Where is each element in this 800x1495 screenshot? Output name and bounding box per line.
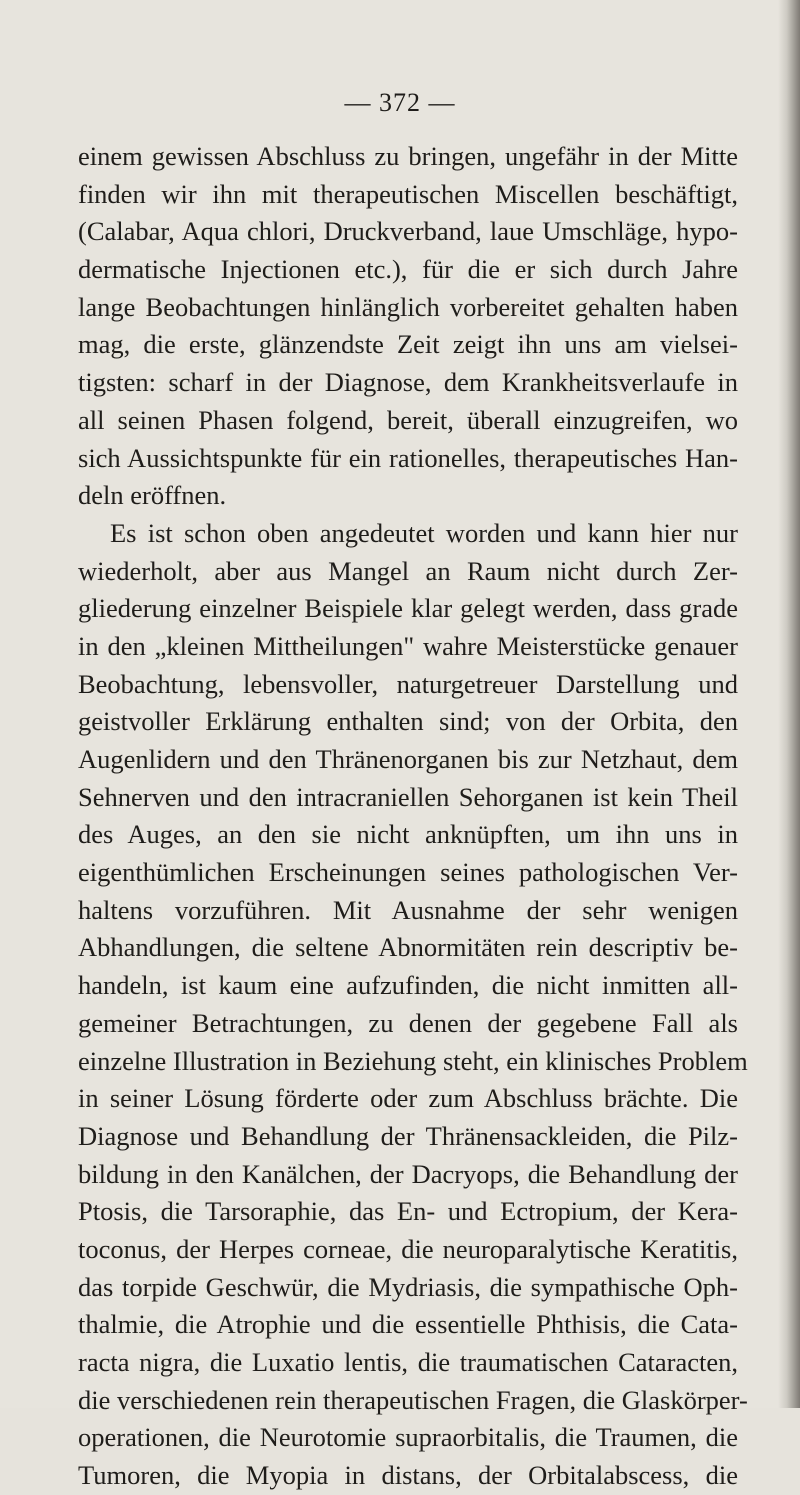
text-line: racta nigra, die Luxatio lentis, die traumatischen Cataracten, <box>78 1347 738 1377</box>
text-line: die verschiedenen rein therapeutischen Fragen, die Glaskörper- <box>78 1384 748 1415</box>
text-line-paragraph-end: deln eröffnen. <box>78 480 227 511</box>
text-line: Ptosis, die Tarsoraphie, das En- und Ectropium, der Kera- <box>78 1196 738 1227</box>
page-edge-shadow <box>778 0 800 1408</box>
text-line: geistvoller Erklärung enthalten sind; von der Orbita, den <box>78 706 738 737</box>
body-text <box>78 138 748 1495</box>
text-line: operationen, die Neurotomie supraorbitalis, die Traumen, die <box>78 1422 738 1453</box>
text-line: einzelne Illustration in Beziehung steht, ein klinisches Problem <box>78 1045 748 1076</box>
text-line: handeln, ist kaum eine aufzufinden, die nicht inmitten all- <box>78 970 738 1001</box>
text-line: haltens vorzuführen. Mit Ausnahme der sehr wenigen <box>78 894 738 925</box>
text-line: Tumoren, die Myopia in distans, der Orbitalabscess, die <box>78 1460 738 1491</box>
text-line: (Calabar, Aqua chlori, Druckverband, laue Umschläge, hypo- <box>78 216 738 247</box>
text-line: toconus, der Herpes corneae, die neuroparalytische Keratitis, <box>78 1233 738 1264</box>
text-line: eigenthümlichen Erscheinungen seines pathologischen Ver- <box>78 857 738 888</box>
text-line: gemeiner Betrachtungen, zu denen der gegebene Fall als <box>78 1007 738 1038</box>
text-line: bildung in den Kanälchen, der Dacryops, die Behandlung der <box>78 1158 738 1189</box>
text-line: wiederholt, aber aus Mangel an Raum nicht durch Zer- <box>78 555 738 586</box>
text-line: lange Beobachtungen hinlänglich vorbereitet gehalten haben <box>78 291 738 322</box>
text-line: Augenlidern und den Thränenorganen bis zur Netzhaut, dem <box>78 744 738 774</box>
text-line: Abhandlungen, die seltene Abnormitäten rein descriptiv be- <box>78 932 738 963</box>
text-line: in den „kleinen Mittheilungen" wahre Meisterstücke genauer <box>78 630 738 661</box>
page-number: — 372 — <box>344 88 456 117</box>
text-line: finden wir ihn mit therapeutischen Miscellen beschäftigt, <box>78 178 738 209</box>
text-line: dermatische Injectionen etc.), für die er sich durch Jahre <box>78 254 738 285</box>
text-line: mag, die erste, glänzendste Zeit zeigt ihn uns am vielsei- <box>78 329 738 360</box>
text-line: tigsten: scharf in der Diagnose, dem Krankheitsverlaufe in <box>78 367 738 398</box>
text-line-paragraph-start: Es ist schon oben angedeutet worden und kann hier nur <box>110 517 738 548</box>
text-line: Diagnose und Behandlung der Thränensackleiden, die Pilz- <box>78 1120 738 1151</box>
text-line: das torpide Geschwür, die Mydriasis, die sympathische Oph- <box>78 1271 738 1302</box>
text-line: sich Aussichtspunkte für ein rationelles, therapeutisches Han- <box>78 442 738 473</box>
text-line: einem gewissen Abschluss zu bringen, ungefähr in der Mitte <box>78 141 738 171</box>
text-line: Beobachtung, lebensvoller, naturgetreuer Darstellung und <box>78 668 738 699</box>
text-line: gliederung einzelner Beispiele klar gelegt werden, dass grade <box>78 593 738 624</box>
text-line: all seinen Phasen folgend, bereit, überall einzugreifen, wo <box>78 404 738 435</box>
text-line: in seiner Lösung förderte oder zum Abschluss brächte. Die <box>78 1083 738 1114</box>
text-line: Sehnerven und den intracraniellen Sehorganen ist kein Theil <box>78 781 738 812</box>
text-line: des Auges, an den sie nicht anknüpften, um ihn uns in <box>78 819 738 850</box>
text-line: thalmie, die Atrophie und die essentielle Phthisis, die Cata- <box>78 1309 738 1340</box>
